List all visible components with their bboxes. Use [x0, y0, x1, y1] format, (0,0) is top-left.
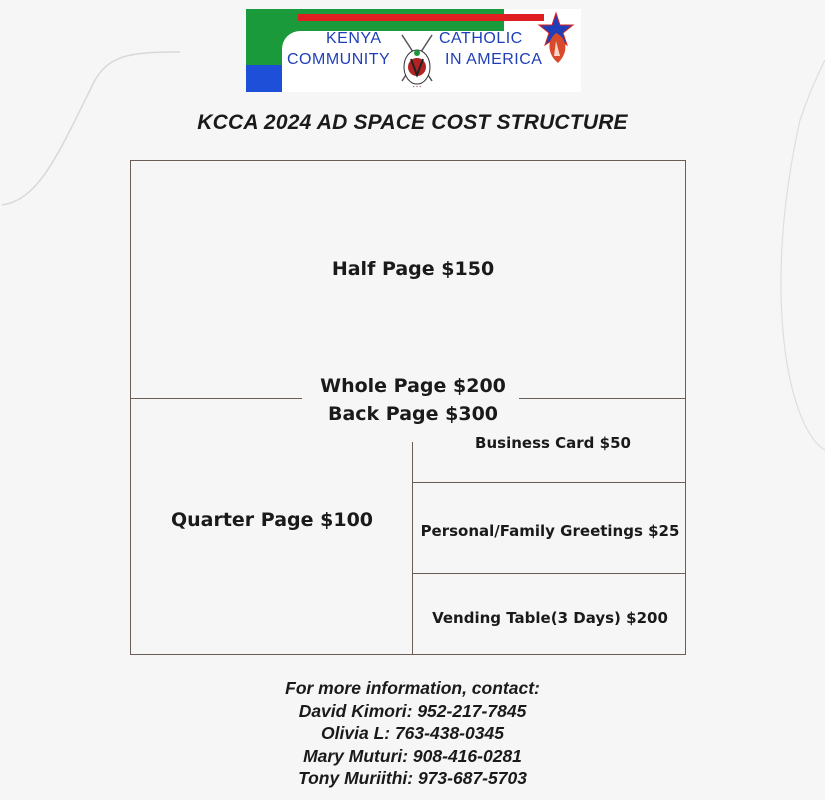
logo-text-in-america: IN AMERICA: [445, 51, 543, 68]
contact-person: Mary Muturi: 908-416-0281: [303, 745, 522, 766]
contact-person: Olivia L: 763-438-0345: [321, 723, 504, 743]
divider-greetings: [412, 573, 686, 574]
contact-person: David Kimori: 952-217-7845: [298, 700, 527, 721]
svg-text:* * *: * * *: [412, 85, 422, 90]
kcca-logo: [246, 9, 581, 92]
contact-heading: For more information, contact:: [285, 678, 540, 698]
ad-space-grid: [130, 160, 686, 655]
logo-text-catholic: CATHOLIC: [439, 30, 523, 47]
contact-block: [0, 677, 825, 790]
kenya-shield-emblem-icon: [394, 29, 440, 91]
page-title: KCCA 2024 AD SPACE COST STRUCTURE: [197, 111, 628, 134]
vending-table-label: Vending Table(3 Days) $200: [432, 609, 668, 627]
divider-business-card: [412, 482, 686, 483]
whole-page-label: Whole Page $200: [320, 375, 506, 397]
contact-person: Tony Muriithi: 973-687-5703: [298, 768, 527, 788]
back-page-label: Back Page $300: [327, 403, 499, 425]
divider-half-right: [519, 398, 686, 399]
greetings-label: Personal/Family Greetings $25: [420, 522, 680, 540]
half-page-label: Half Page $150: [331, 258, 495, 280]
business-card-label: Business Card $50: [475, 434, 631, 452]
logo-text-kenya: KENYA: [326, 30, 382, 47]
divider-half-left: [131, 398, 302, 399]
quarter-page-label: Quarter Page $100: [170, 509, 374, 531]
star-emblem-icon: [536, 11, 576, 66]
logo-text-community: COMMUNITY: [287, 51, 391, 68]
